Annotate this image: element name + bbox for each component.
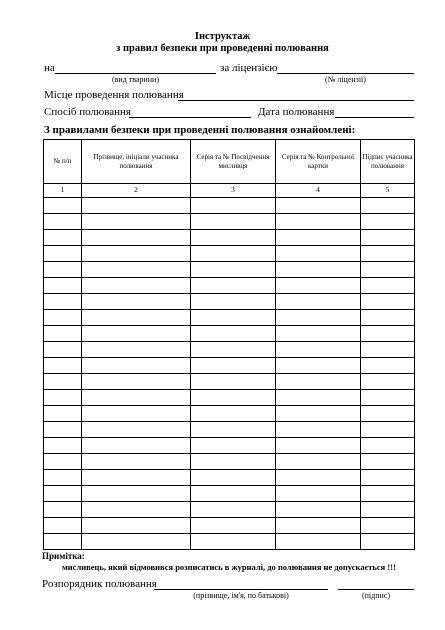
table-cell[interactable] — [44, 502, 82, 518]
hunt-date-field[interactable] — [335, 117, 414, 118]
table-row — [44, 422, 415, 438]
table-row — [44, 518, 415, 534]
table-header-row — [44, 140, 415, 184]
table-cell[interactable] — [361, 294, 415, 310]
table-cell[interactable] — [82, 454, 191, 470]
manager-name-field[interactable] — [154, 589, 328, 590]
table-row — [44, 294, 415, 310]
table-cell[interactable] — [44, 438, 82, 454]
license-number-field[interactable] — [277, 73, 414, 74]
table-cell[interactable] — [82, 310, 191, 326]
column-number-row — [44, 184, 415, 198]
table-cell[interactable] — [191, 534, 276, 550]
table-cell[interactable] — [44, 326, 82, 342]
table-row — [44, 214, 415, 230]
table-cell[interactable] — [82, 374, 191, 390]
table-cell[interactable] — [191, 310, 276, 326]
table-cell[interactable] — [44, 262, 82, 278]
hunt-place-label: Місце проведення полювання — [44, 89, 184, 101]
table-cell[interactable] — [276, 518, 361, 534]
table-row — [44, 326, 415, 342]
table-cell[interactable] — [82, 342, 191, 358]
hunt-date-label: Дата полювання — [258, 106, 335, 118]
table-cell[interactable] — [44, 534, 82, 550]
table-cell[interactable] — [276, 422, 361, 438]
table-cell[interactable] — [191, 230, 276, 246]
table-cell[interactable] — [191, 422, 276, 438]
table-cell[interactable] — [44, 470, 82, 486]
table-row — [44, 486, 415, 502]
header-signature: Підпис учасника полювання — [361, 140, 415, 184]
table-cell[interactable] — [361, 342, 415, 358]
table-cell[interactable] — [191, 342, 276, 358]
table-cell[interactable] — [82, 438, 191, 454]
table-cell[interactable] — [44, 198, 82, 214]
table-cell[interactable] — [82, 502, 191, 518]
table-cell[interactable] — [191, 262, 276, 278]
license-number-caption: (№ ліцензії) — [325, 75, 366, 84]
table-cell[interactable] — [44, 518, 82, 534]
table-cell[interactable] — [191, 214, 276, 230]
manager-signature-caption: (підпис) — [361, 591, 390, 600]
table-cell[interactable] — [361, 246, 415, 262]
table-cell[interactable] — [276, 438, 361, 454]
table-row — [44, 470, 415, 486]
table-cell[interactable] — [361, 310, 415, 326]
table-cell[interactable] — [191, 246, 276, 262]
column-number: 2 — [82, 184, 191, 198]
table-cell[interactable] — [276, 214, 361, 230]
table-cell[interactable] — [276, 198, 361, 214]
table-cell[interactable] — [82, 278, 191, 294]
hunt-method-label: Спосіб полювання — [44, 106, 131, 118]
table-cell[interactable] — [82, 326, 191, 342]
acknowledged-heading: З правилами безпеки при проведенні полювання ознайомлені: — [44, 124, 356, 136]
table-cell[interactable] — [361, 454, 415, 470]
table-row — [44, 198, 415, 214]
table-cell[interactable] — [44, 358, 82, 374]
table-cell[interactable] — [44, 406, 82, 422]
table-cell[interactable] — [82, 214, 191, 230]
table-cell[interactable] — [82, 534, 191, 550]
table-cell[interactable] — [82, 198, 191, 214]
table-cell[interactable] — [276, 486, 361, 502]
table-cell[interactable] — [191, 470, 276, 486]
table-cell[interactable] — [276, 294, 361, 310]
table-cell[interactable] — [276, 246, 361, 262]
document-subtitle: з правил безпеки при проведенні полювання — [116, 43, 329, 54]
table-cell[interactable] — [361, 422, 415, 438]
table-cell[interactable] — [82, 262, 191, 278]
table-cell[interactable] — [44, 214, 82, 230]
table-cell[interactable] — [82, 358, 191, 374]
table-cell[interactable] — [82, 294, 191, 310]
table-cell[interactable] — [276, 470, 361, 486]
table-cell[interactable] — [191, 486, 276, 502]
table-cell[interactable] — [361, 358, 415, 374]
table-cell[interactable] — [361, 470, 415, 486]
table-cell[interactable] — [361, 278, 415, 294]
table-cell[interactable] — [191, 454, 276, 470]
table-row — [44, 534, 415, 550]
table-cell[interactable] — [191, 438, 276, 454]
hunt-method-field[interactable] — [129, 117, 251, 118]
table-cell[interactable] — [276, 310, 361, 326]
table-cell[interactable] — [82, 486, 191, 502]
table-cell[interactable] — [44, 486, 82, 502]
table-row — [44, 278, 415, 294]
table-cell[interactable] — [361, 230, 415, 246]
table-row — [44, 310, 415, 326]
table-cell[interactable] — [361, 406, 415, 422]
table-cell[interactable] — [191, 198, 276, 214]
animal-type-field[interactable] — [55, 73, 216, 74]
table-cell[interactable] — [191, 294, 276, 310]
table-cell[interactable] — [44, 294, 82, 310]
table-cell[interactable] — [276, 342, 361, 358]
table-row — [44, 502, 415, 518]
header-participant-name: Прізвище, ініціали учасника полювання — [82, 140, 191, 184]
table-cell[interactable] — [276, 278, 361, 294]
table-cell[interactable] — [276, 534, 361, 550]
table-cell[interactable] — [361, 390, 415, 406]
table-cell[interactable] — [44, 230, 82, 246]
table-cell[interactable] — [276, 262, 361, 278]
license-label: за ліцензією — [220, 62, 278, 74]
table-cell[interactable] — [44, 246, 82, 262]
table-cell[interactable] — [361, 438, 415, 454]
table-row — [44, 454, 415, 470]
table-cell[interactable] — [361, 374, 415, 390]
table-cell[interactable] — [276, 454, 361, 470]
participants-table — [43, 139, 415, 550]
document-title: Інструктаж — [194, 31, 251, 42]
hunt-place-field[interactable] — [178, 100, 414, 101]
manager-signature-field[interactable] — [338, 589, 414, 590]
blank-rows — [44, 198, 415, 550]
table-row — [44, 406, 415, 422]
table-cell[interactable] — [361, 262, 415, 278]
note-title: Примітка: — [42, 551, 85, 561]
table-cell[interactable] — [82, 390, 191, 406]
column-number: 5 — [361, 184, 415, 198]
table-cell[interactable] — [361, 214, 415, 230]
table-cell[interactable] — [44, 422, 82, 438]
table-row — [44, 246, 415, 262]
table-cell[interactable] — [191, 326, 276, 342]
table-row — [44, 374, 415, 390]
table-cell[interactable] — [44, 342, 82, 358]
table-row — [44, 230, 415, 246]
table-cell[interactable] — [82, 246, 191, 262]
on-label: на — [44, 62, 55, 74]
table-cell[interactable] — [361, 534, 415, 550]
table-cell[interactable] — [191, 374, 276, 390]
table-cell[interactable] — [191, 390, 276, 406]
table-cell[interactable] — [361, 486, 415, 502]
header-number: № п/п — [44, 140, 82, 184]
table-cell[interactable] — [361, 198, 415, 214]
table-cell[interactable] — [44, 454, 82, 470]
table-cell[interactable] — [191, 406, 276, 422]
table-cell[interactable] — [276, 230, 361, 246]
table-row — [44, 342, 415, 358]
table-row — [44, 390, 415, 406]
table-cell[interactable] — [82, 422, 191, 438]
table-cell[interactable] — [191, 278, 276, 294]
table-cell[interactable] — [44, 278, 82, 294]
table-cell[interactable] — [276, 406, 361, 422]
column-number: 3 — [191, 184, 276, 198]
table-cell[interactable] — [191, 358, 276, 374]
animal-type-caption: (вид тварини) — [111, 75, 160, 84]
table-cell[interactable] — [276, 358, 361, 374]
table-cell[interactable] — [276, 390, 361, 406]
column-number: 1 — [44, 184, 82, 198]
header-hunter-certificate: Серія та № Посвідчення мисливця — [191, 140, 276, 184]
table-cell[interactable] — [276, 326, 361, 342]
table-cell[interactable] — [276, 502, 361, 518]
table-cell[interactable] — [361, 326, 415, 342]
table-cell[interactable] — [82, 406, 191, 422]
table-row — [44, 262, 415, 278]
table-cell[interactable] — [44, 374, 82, 390]
note-text: мисливець, який відмовився розписатись в журналі, до полювання не допускається !!! — [62, 562, 396, 572]
table-cell[interactable] — [276, 374, 361, 390]
table-row — [44, 438, 415, 454]
table-row — [44, 358, 415, 374]
manager-name-caption: (прізвище, ім'я, по батькові) — [193, 591, 289, 600]
header-control-card: Серія та № Контрольної картки — [276, 140, 361, 184]
table-cell[interactable] — [361, 518, 415, 534]
table-cell[interactable] — [361, 502, 415, 518]
hunt-manager-label: Розпорядник полювання — [42, 578, 157, 590]
table-cell[interactable] — [191, 502, 276, 518]
table-cell[interactable] — [191, 518, 276, 534]
table-cell[interactable] — [82, 470, 191, 486]
table-cell[interactable] — [82, 518, 191, 534]
table-cell[interactable] — [44, 310, 82, 326]
column-number: 4 — [276, 184, 361, 198]
table-cell[interactable] — [44, 390, 82, 406]
table-cell[interactable] — [82, 230, 191, 246]
